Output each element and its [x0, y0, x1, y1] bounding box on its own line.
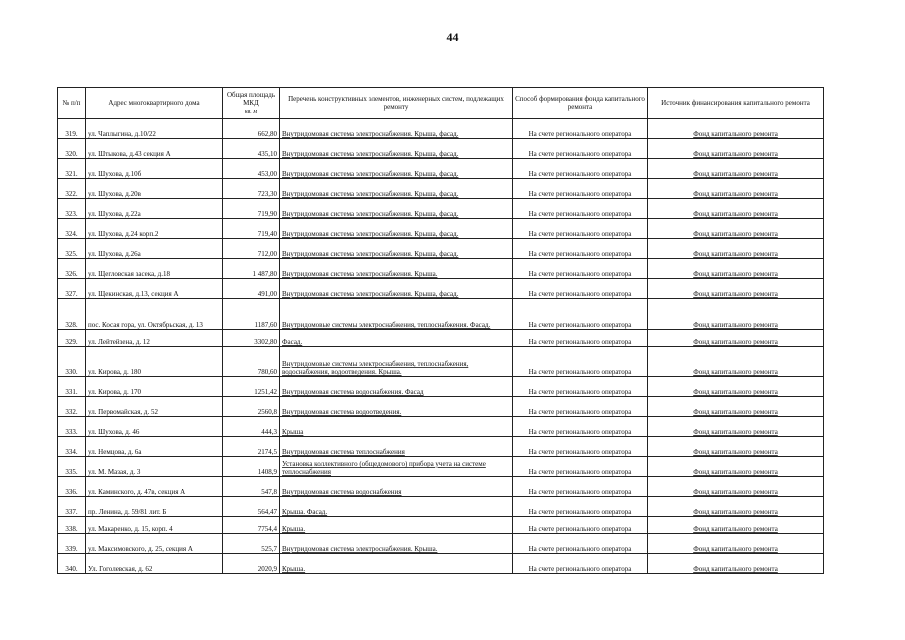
header-works: Перечень конструктивных элементов, инженерных систем, подлежащих ремонту: [280, 88, 513, 119]
table-row: [58, 377, 824, 397]
row-works: Внутридомовая система водоснабжения. Фасад: [280, 377, 513, 397]
table-row: [58, 159, 824, 179]
row-address: ул. Кирова, д. 180: [86, 347, 223, 377]
row-fund-method: На счете регионального оператора: [513, 437, 648, 457]
row-funding-source: Фонд капитального ремонта: [648, 239, 824, 259]
row-fund-method: На счете регионального оператора: [513, 347, 648, 377]
table-row: [58, 554, 824, 574]
row-funding-source: Фонд капитального ремонта: [648, 330, 824, 347]
row-funding-source: Фонд капитального ремонта: [648, 457, 824, 477]
row-fund-method: На счете регионального оператора: [513, 554, 648, 574]
table-row: [58, 437, 824, 457]
row-funding-source: Фонд капитального ремонта: [648, 347, 824, 377]
row-area: 1 487,80: [223, 259, 280, 279]
header-num: № п/п: [58, 88, 86, 119]
row-address: ул. Штыкова, д.43 секция А: [86, 139, 223, 159]
row-number: 334.: [58, 437, 86, 457]
row-fund-method: На счете регионального оператора: [513, 139, 648, 159]
row-area: 7754,4: [223, 517, 280, 534]
table-row: [58, 497, 824, 517]
row-area: 435,10: [223, 139, 280, 159]
row-number: 324.: [58, 219, 86, 239]
row-fund-method: На счете регионального оператора: [513, 119, 648, 139]
table-row: [58, 330, 824, 347]
row-funding-source: Фонд капитального ремонта: [648, 497, 824, 517]
row-fund-method: На счете регионального оператора: [513, 219, 648, 239]
row-funding-source: Фонд капитального ремонта: [648, 279, 824, 299]
row-fund-method: На счете регионального оператора: [513, 517, 648, 534]
header-area: [223, 88, 280, 119]
row-address: ул. Лейтейзена, д. 12: [86, 330, 223, 347]
row-number: 332.: [58, 397, 86, 417]
row-area: 1251,42: [223, 377, 280, 397]
row-funding-source: Фонд капитального ремонта: [648, 437, 824, 457]
row-number: 322.: [58, 179, 86, 199]
row-number: 338.: [58, 517, 86, 534]
row-works: Внутридомовая система электроснабжения. Крыша, фасад.: [280, 159, 513, 179]
table-row: [58, 279, 824, 299]
row-fund-method: На счете регионального оператора: [513, 159, 648, 179]
row-fund-method: На счете регионального оператора: [513, 397, 648, 417]
row-number: 327.: [58, 279, 86, 299]
row-number: 335.: [58, 457, 86, 477]
table-row: [58, 179, 824, 199]
row-works: Внутридомовая система электроснабжения. Крыша, фасад.: [280, 239, 513, 259]
row-fund-method: На счете регионального оператора: [513, 259, 648, 279]
row-area: 719,40: [223, 219, 280, 239]
row-funding-source: Фонд капитального ремонта: [648, 554, 824, 574]
row-area: 723,30: [223, 179, 280, 199]
table-row: [58, 239, 824, 259]
row-works: Установка коллективного (общедомового) прибора учета на системе теплоснабжения: [280, 457, 513, 477]
row-funding-source: Фонд капитального ремонта: [648, 477, 824, 497]
table-row: [58, 397, 824, 417]
row-area: 444,3: [223, 417, 280, 437]
row-address: ул. Шухова, д.26а: [86, 239, 223, 259]
row-works: Внутридомовая система водоотведения.: [280, 397, 513, 417]
row-address: ул. Кирова, д. 170: [86, 377, 223, 397]
row-area: 453,00: [223, 159, 280, 179]
row-funding-source: Фонд капитального ремонта: [648, 259, 824, 279]
row-area: 719,90: [223, 199, 280, 219]
row-fund-method: На счете регионального оператора: [513, 377, 648, 397]
row-works: Крыша.: [280, 554, 513, 574]
row-address: пр. Ленина, д. 59/81 лит. Б: [86, 497, 223, 517]
row-works: Внутридомовая система теплоснабжения: [280, 437, 513, 457]
row-number: 321.: [58, 159, 86, 179]
row-address: ул. Щегловская засека, д.18: [86, 259, 223, 279]
row-works: Внутридомовая система электроснабжения. Крыша, фасад.: [280, 119, 513, 139]
row-number: 325.: [58, 239, 86, 259]
row-number: 333.: [58, 417, 86, 437]
table-row: [58, 347, 824, 377]
row-area: 1408,9: [223, 457, 280, 477]
row-number: 319.: [58, 119, 86, 139]
table-row: [58, 219, 824, 239]
repair-register-table: [57, 87, 824, 574]
row-funding-source: Фонд капитального ремонта: [648, 159, 824, 179]
row-address: ул. Шухова, д.20в: [86, 179, 223, 199]
row-number: 320.: [58, 139, 86, 159]
row-funding-source: Фонд капитального ремонта: [648, 119, 824, 139]
row-number: 326.: [58, 259, 86, 279]
row-funding-source: Фонд капитального ремонта: [648, 199, 824, 219]
row-address: ул. Щекинская, д.13, секция А: [86, 279, 223, 299]
row-area: 662,80: [223, 119, 280, 139]
row-address: ул. Шухова, д.24 корп.2: [86, 219, 223, 239]
table-body: [58, 119, 824, 574]
row-fund-method: На счете регионального оператора: [513, 497, 648, 517]
row-works: Внутридомовая система электроснабжения. Крыша, фасад.: [280, 139, 513, 159]
row-works: Внутридомовая система электроснабжения. Крыша, фасад.: [280, 279, 513, 299]
row-funding-source: Фонд капитального ремонта: [648, 377, 824, 397]
row-address: пос. Косая гора, ул. Октябрьская, д. 13: [86, 299, 223, 330]
row-fund-method: На счете регионального оператора: [513, 179, 648, 199]
row-works: Внутридомовая система водоснабжения: [280, 477, 513, 497]
row-number: 336.: [58, 477, 86, 497]
row-area: 712,00: [223, 239, 280, 259]
table-row: [58, 199, 824, 219]
table-row: [58, 417, 824, 437]
row-works: Крыша. Фасад.: [280, 497, 513, 517]
row-funding-source: Фонд капитального ремонта: [648, 179, 824, 199]
row-area: 547,8: [223, 477, 280, 497]
row-funding-source: Фонд капитального ремонта: [648, 299, 824, 330]
row-works: Внутридомовая система электроснабжения. Крыша, фасад.: [280, 199, 513, 219]
row-address: ул. Шухова, д. 46: [86, 417, 223, 437]
row-funding-source: Фонд капитального ремонта: [648, 417, 824, 437]
row-area: 2174,5: [223, 437, 280, 457]
row-fund-method: На счете регионального оператора: [513, 477, 648, 497]
row-fund-method: На счете регионального оператора: [513, 199, 648, 219]
header-source: Источник финансирования капитального ремонта: [648, 88, 824, 119]
table-row: [58, 139, 824, 159]
row-address: ул. Максимовского, д. 25, секция А: [86, 534, 223, 554]
row-funding-source: Фонд капитального ремонта: [648, 517, 824, 534]
row-funding-source: Фонд капитального ремонта: [648, 219, 824, 239]
table-row: [58, 457, 824, 477]
row-funding-source: Фонд капитального ремонта: [648, 397, 824, 417]
row-fund-method: На счете регионального оператора: [513, 239, 648, 259]
header-method: Способ формирования фонда капитального ремонта: [513, 88, 648, 119]
row-number: 328.: [58, 299, 86, 330]
row-area: 525,7: [223, 534, 280, 554]
row-funding-source: Фонд капитального ремонта: [648, 139, 824, 159]
row-area: 3302,80: [223, 330, 280, 347]
header-area-label: Общая площадь МКД: [226, 90, 276, 107]
table-row: [58, 259, 824, 279]
row-address: ул. Первомайская, д. 52: [86, 397, 223, 417]
table-row: [58, 119, 824, 139]
table-row: [58, 299, 824, 330]
row-works: Внутридомовые системы электроснабжения, теплоснабжения, водоснабжения, водоотведения. Крыша.: [280, 347, 513, 377]
row-number: 323.: [58, 199, 86, 219]
row-address: Ул. Гоголевская, д. 62: [86, 554, 223, 574]
header-area-unit: кв. м: [244, 108, 258, 115]
row-area: 2560,8: [223, 397, 280, 417]
row-works: Внутридомовая система электроснабжения. Крыша.: [280, 259, 513, 279]
row-number: 340.: [58, 554, 86, 574]
table-header-row: [58, 88, 824, 119]
row-works: Крыша: [280, 417, 513, 437]
page-number: 44: [446, 30, 459, 44]
row-address: ул. Шухова, д.10б: [86, 159, 223, 179]
row-address: ул. М. Мазая, д. 3: [86, 457, 223, 477]
row-works: Внутридомовая система электроснабжения. Крыша, фасад.: [280, 179, 513, 199]
row-fund-method: На счете регионального оператора: [513, 299, 648, 330]
row-works: Крыша.: [280, 517, 513, 534]
row-works: Внутридомовая система электроснабжения. Крыша, фасад.: [280, 219, 513, 239]
row-address: ул. Немцова, д. 6а: [86, 437, 223, 457]
row-area: 564,47: [223, 497, 280, 517]
row-number: 330.: [58, 347, 86, 377]
header-address: Адрес многоквартирного дома: [86, 88, 223, 119]
table-row: [58, 477, 824, 497]
row-fund-method: На счете регионального оператора: [513, 417, 648, 437]
row-area: 1187,60: [223, 299, 280, 330]
row-address: ул. Шухова, д.22а: [86, 199, 223, 219]
row-address: ул. Чаплыгина, д.10/22: [86, 119, 223, 139]
row-number: 337.: [58, 497, 86, 517]
row-works: Фасад.: [280, 330, 513, 347]
table-row: [58, 534, 824, 554]
row-number: 329.: [58, 330, 86, 347]
row-works: Внутридомовые системы электроснабжения, теплоснабжения. Фасад.: [280, 299, 513, 330]
table-row: [58, 517, 824, 534]
row-number: 339.: [58, 534, 86, 554]
row-address: ул. Каминского, д. 47в, секция А: [86, 477, 223, 497]
row-fund-method: На счете регионального оператора: [513, 534, 648, 554]
row-fund-method: На счете регионального оператора: [513, 457, 648, 477]
row-area: 491,00: [223, 279, 280, 299]
row-funding-source: Фонд капитального ремонта: [648, 534, 824, 554]
row-number: 331.: [58, 377, 86, 397]
row-area: 2020,9: [223, 554, 280, 574]
row-fund-method: На счете регионального оператора: [513, 279, 648, 299]
row-works: Внутридомовая система электроснабжения. Крыша.: [280, 534, 513, 554]
row-fund-method: На счете регионального оператора: [513, 330, 648, 347]
row-area: 780,60: [223, 347, 280, 377]
row-address: ул. Макаренко, д. 15, корп. 4: [86, 517, 223, 534]
